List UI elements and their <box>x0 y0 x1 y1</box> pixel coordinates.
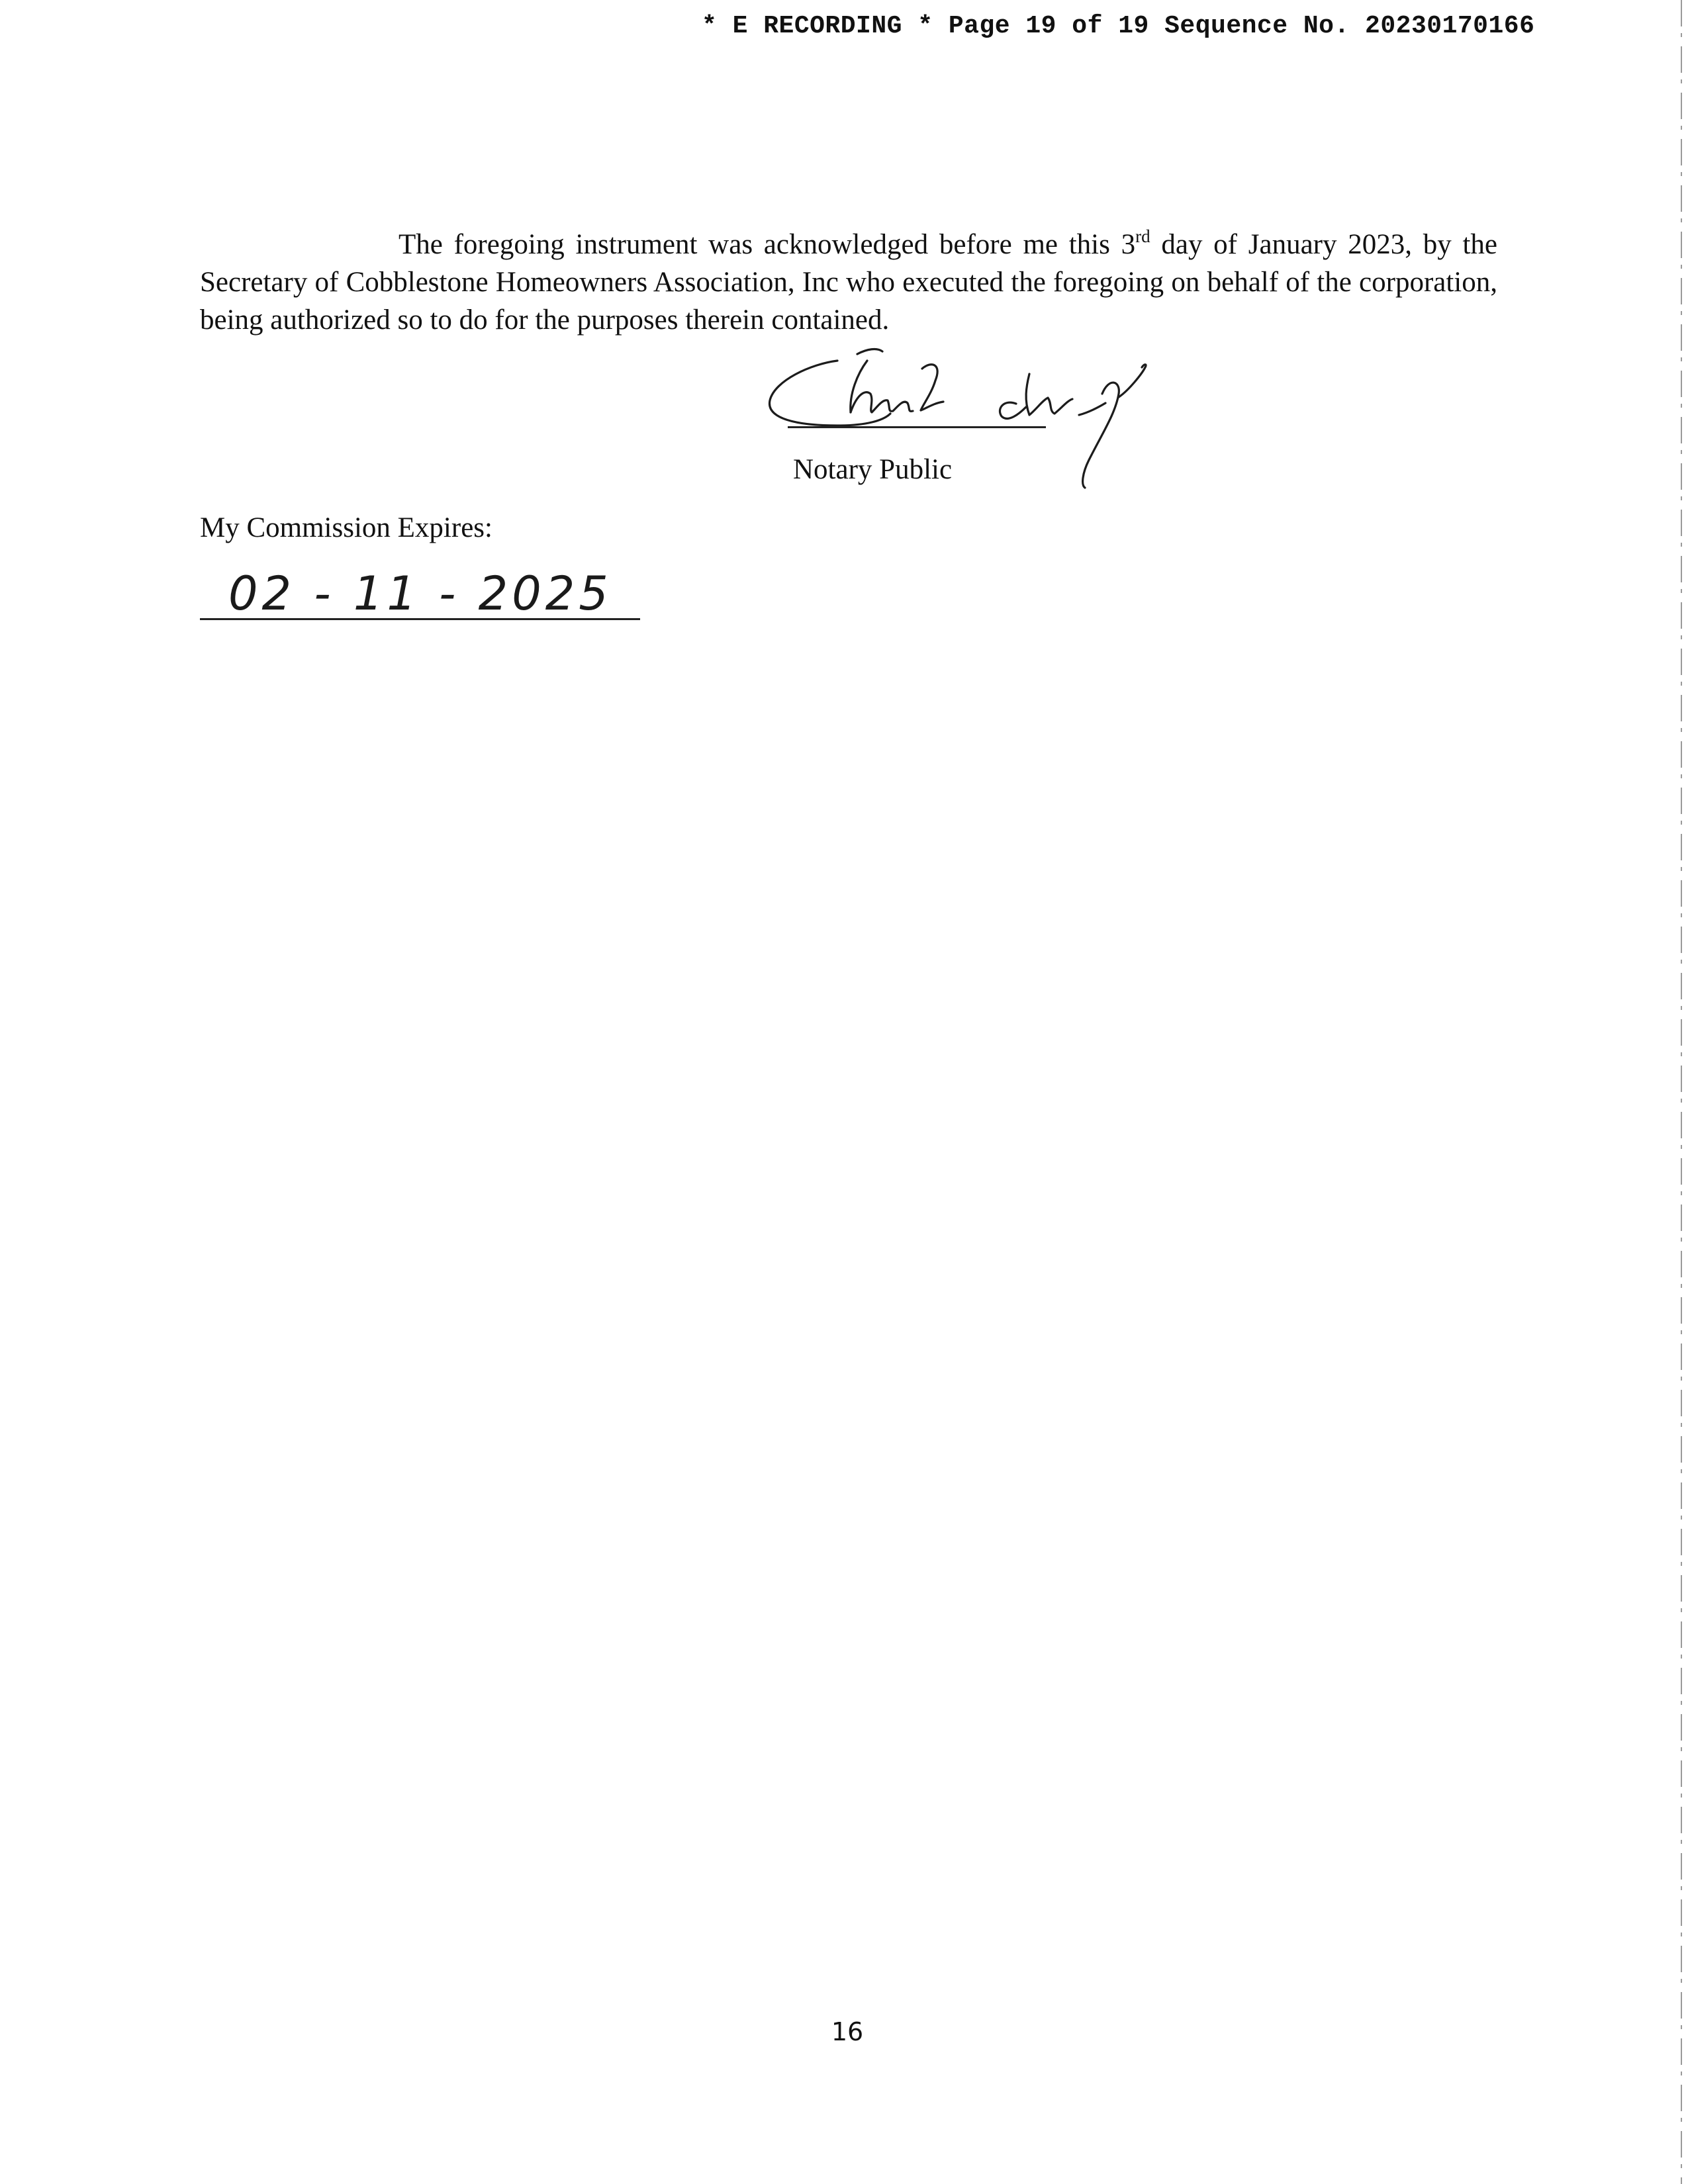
commission-expiry-date: 02 - 11 - 2025 <box>228 567 612 621</box>
notary-public-label: Notary Public <box>793 454 953 485</box>
scan-edge-artifact <box>1675 0 1688 2184</box>
commission-expires-label: My Commission Expires: <box>200 512 492 543</box>
ordinal-suffix: rd <box>1135 226 1150 246</box>
page-number: 16 <box>831 2017 864 2046</box>
expiry-date-line <box>200 618 640 620</box>
recording-header: * E RECORDING * Page 19 of 19 Sequence No. 20230170166 <box>702 12 1535 40</box>
acknowledgment-text-end: day of January 2023, by the Secretary of Cobblestone Homeowners Association, Inc who executed the foregoing on behalf of the corporation, being authorized so to do for the purposes therein contained. <box>200 229 1497 336</box>
acknowledgment-text-start: The foregoing instrument was acknowledged before me this 3 <box>399 229 1136 260</box>
acknowledgment-paragraph <box>200 226 1497 339</box>
signature-line <box>788 426 1046 428</box>
